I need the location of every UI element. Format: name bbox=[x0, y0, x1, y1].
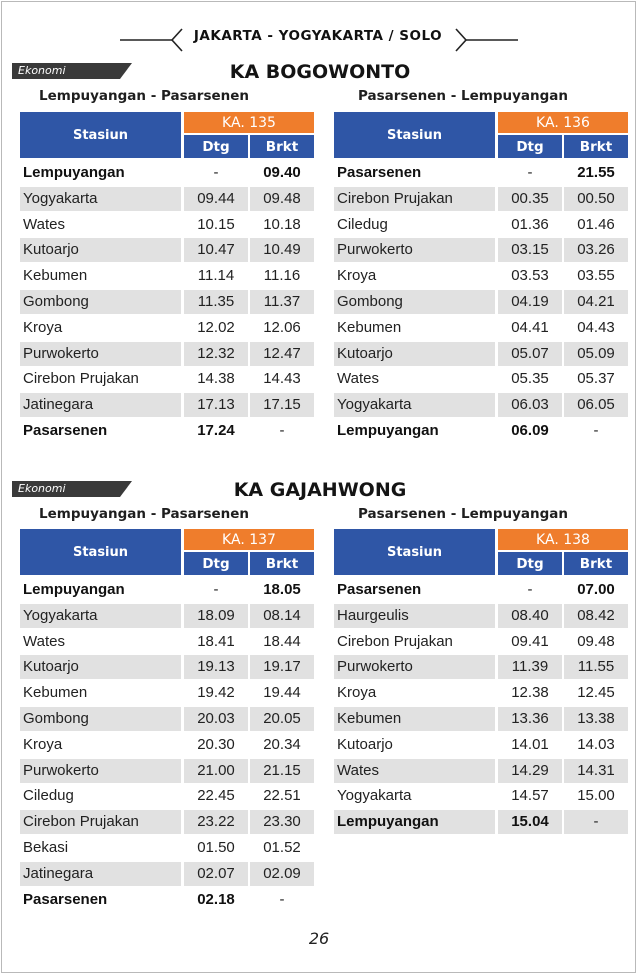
station-cell: Yogyakarta bbox=[337, 787, 412, 805]
direction-title: Lempuyangan - Pasarsenen bbox=[39, 88, 250, 104]
arrival-cell: 03.15 bbox=[498, 238, 562, 262]
departure-cell: 23.30 bbox=[250, 810, 314, 834]
station-cell: Cirebon Prujakan bbox=[334, 187, 495, 211]
departure-cell: 03.26 bbox=[564, 238, 628, 262]
station-cell: Bekasi bbox=[23, 838, 69, 856]
departure-cell: 15.00 bbox=[577, 787, 615, 805]
departure-cell: 14.43 bbox=[263, 370, 301, 388]
table-row bbox=[334, 603, 628, 629]
departure-cell: 11.37 bbox=[250, 290, 314, 314]
arrival-cell: 06.03 bbox=[498, 393, 562, 417]
departure-cell: 14.31 bbox=[564, 759, 628, 783]
station-cell: Pasarsenen bbox=[23, 890, 108, 908]
table-row bbox=[20, 577, 314, 603]
departure-cell: 02.09 bbox=[250, 862, 314, 886]
table-row bbox=[334, 341, 628, 367]
arrival-cell: 17.24 bbox=[197, 421, 235, 439]
arrival-cell: 09.44 bbox=[184, 187, 248, 211]
table-row bbox=[20, 680, 314, 706]
table-row bbox=[334, 315, 628, 341]
departure-cell: 09.48 bbox=[250, 187, 314, 211]
station-cell: Kutoarjo bbox=[334, 342, 495, 366]
train-name: KA GAJAHWONG bbox=[233, 479, 407, 501]
table-row bbox=[20, 654, 314, 680]
table-row bbox=[334, 160, 628, 186]
departure-cell: 05.09 bbox=[564, 342, 628, 366]
departure-cell: 08.14 bbox=[250, 604, 314, 628]
station-cell: Ciledug bbox=[337, 215, 388, 233]
table-row bbox=[334, 732, 628, 758]
station-cell: Kebumen bbox=[23, 267, 88, 285]
station-column-header: Stasiun bbox=[334, 112, 495, 158]
train-number-header: KA. 136 bbox=[498, 112, 628, 133]
route-title: JAKARTA - YOGYAKARTA / SOLO bbox=[193, 28, 443, 44]
station-cell: Lempuyangan bbox=[337, 421, 439, 439]
arrival-cell: 19.42 bbox=[197, 684, 235, 702]
table-row bbox=[20, 418, 314, 444]
table-row bbox=[334, 654, 628, 680]
station-cell: Kutoarjo bbox=[337, 735, 393, 753]
table-row bbox=[20, 289, 314, 315]
arrival-cell: 03.53 bbox=[511, 267, 549, 285]
table-row bbox=[334, 629, 628, 655]
station-cell: Wates bbox=[334, 759, 495, 783]
table-row bbox=[334, 366, 628, 392]
departure-cell: 20.05 bbox=[250, 707, 314, 731]
departure-cell: 01.46 bbox=[577, 215, 615, 233]
arrival-cell: - bbox=[527, 164, 533, 181]
departure-cell: 18.44 bbox=[263, 632, 301, 650]
departure-cell: 21.55 bbox=[577, 164, 615, 181]
table-row bbox=[20, 732, 314, 758]
station-cell: Yogyakarta bbox=[20, 604, 181, 628]
table-row bbox=[20, 341, 314, 367]
arrival-cell: 01.36 bbox=[511, 215, 549, 233]
departure-cell: 08.42 bbox=[564, 604, 628, 628]
table-row bbox=[334, 758, 628, 784]
departure-column-header: Brkt bbox=[564, 552, 628, 575]
station-cell: Cirebon Prujakan bbox=[23, 370, 139, 388]
departure-cell: 11.16 bbox=[263, 267, 301, 285]
table-row bbox=[20, 315, 314, 341]
table-row bbox=[20, 237, 314, 263]
departure-cell: - bbox=[564, 810, 628, 834]
departure-cell: 21.15 bbox=[250, 759, 314, 783]
departure-cell: 10.49 bbox=[250, 238, 314, 262]
station-column-header: Stasiun bbox=[20, 529, 181, 575]
table-row bbox=[20, 212, 314, 238]
station-cell: Jatinegara bbox=[20, 862, 181, 886]
arrival-cell: 23.22 bbox=[184, 810, 248, 834]
departure-cell: 17.15 bbox=[250, 393, 314, 417]
arrival-cell: 14.29 bbox=[498, 759, 562, 783]
table-header bbox=[334, 529, 628, 575]
departure-cell: 07.00 bbox=[577, 581, 615, 598]
station-cell: Cirebon Prujakan bbox=[337, 632, 453, 650]
table-row bbox=[20, 758, 314, 784]
departure-cell: 19.17 bbox=[250, 655, 314, 679]
station-cell: Wates bbox=[23, 632, 65, 650]
station-cell: Haurgeulis bbox=[334, 604, 495, 628]
departure-cell: 09.40 bbox=[263, 164, 301, 181]
table-row bbox=[334, 809, 628, 835]
table-row bbox=[334, 577, 628, 603]
arrival-cell: 21.00 bbox=[184, 759, 248, 783]
station-cell: Pasarsenen bbox=[337, 581, 422, 598]
table-body bbox=[20, 160, 314, 444]
departure-cell: 04.21 bbox=[564, 290, 628, 314]
table-row bbox=[334, 680, 628, 706]
table-row bbox=[20, 263, 314, 289]
departure-cell: 03.55 bbox=[577, 267, 615, 285]
arrival-cell: - bbox=[527, 581, 533, 598]
table-body bbox=[334, 160, 628, 444]
departure-cell: - bbox=[279, 421, 285, 439]
departure-cell: 22.51 bbox=[263, 787, 301, 805]
departure-cell: 11.55 bbox=[564, 655, 628, 679]
arrival-cell: 06.09 bbox=[511, 421, 549, 439]
departure-column-header: Brkt bbox=[250, 135, 314, 158]
station-cell: Purwokerto bbox=[334, 655, 495, 679]
departure-cell: 20.34 bbox=[263, 735, 301, 753]
train-number-header: KA. 137 bbox=[184, 529, 314, 550]
arrival-cell: 04.19 bbox=[498, 290, 562, 314]
arrival-cell: 20.30 bbox=[197, 735, 235, 753]
arrival-cell: 20.03 bbox=[184, 707, 248, 731]
arrival-cell: 12.32 bbox=[184, 342, 248, 366]
direction-title: Pasarsenen - Lempuyangan bbox=[358, 88, 569, 104]
departure-cell: 13.38 bbox=[564, 707, 628, 731]
station-cell: Lempuyangan bbox=[334, 810, 495, 834]
station-column-header: Stasiun bbox=[334, 529, 495, 575]
table-row bbox=[334, 289, 628, 315]
table-row bbox=[20, 186, 314, 212]
departure-cell: - bbox=[279, 890, 285, 908]
table-header bbox=[20, 112, 314, 158]
table-row bbox=[20, 706, 314, 732]
arrival-cell: 12.38 bbox=[511, 684, 549, 702]
arrival-column-header: Dtg bbox=[184, 135, 248, 158]
direction-title: Pasarsenen - Lempuyangan bbox=[358, 506, 569, 522]
table-body bbox=[334, 577, 628, 835]
station-cell: Wates bbox=[23, 215, 65, 233]
departure-cell: 10.18 bbox=[263, 215, 301, 233]
station-cell: Ciledug bbox=[23, 787, 74, 805]
departure-cell: 04.43 bbox=[577, 318, 615, 336]
station-cell: Gombong bbox=[334, 290, 495, 314]
arrival-cell: 14.01 bbox=[511, 735, 549, 753]
arrival-cell: 01.50 bbox=[197, 838, 235, 856]
station-cell: Kebumen bbox=[337, 318, 402, 336]
arrival-cell: 18.09 bbox=[184, 604, 248, 628]
table-row bbox=[20, 629, 314, 655]
table-row bbox=[20, 392, 314, 418]
departure-cell: 12.45 bbox=[577, 684, 615, 702]
arrival-column-header: Dtg bbox=[498, 135, 562, 158]
arrival-cell: 11.14 bbox=[197, 267, 235, 285]
arrival-cell: 18.41 bbox=[197, 632, 235, 650]
arrival-column-header: Dtg bbox=[498, 552, 562, 575]
arrival-cell: 13.36 bbox=[498, 707, 562, 731]
station-cell: Kroya bbox=[337, 684, 377, 702]
table-header bbox=[20, 529, 314, 575]
class-label: Ekonomi AC bbox=[18, 64, 66, 93]
arrival-column-header: Dtg bbox=[184, 552, 248, 575]
departure-cell: 18.05 bbox=[263, 581, 301, 598]
train-name: KA BOGOWONTO bbox=[229, 61, 411, 83]
table-row bbox=[334, 186, 628, 212]
arrival-cell: 22.45 bbox=[197, 787, 235, 805]
station-cell: Kroya bbox=[337, 267, 377, 285]
arrival-cell: 14.57 bbox=[511, 787, 549, 805]
train-number-header: KA. 138 bbox=[498, 529, 628, 550]
departure-cell: 01.52 bbox=[263, 838, 301, 856]
arrival-cell: 11.39 bbox=[498, 655, 562, 679]
arrival-cell: 05.07 bbox=[498, 342, 562, 366]
table-row bbox=[20, 861, 314, 887]
arrival-cell: 10.15 bbox=[197, 215, 235, 233]
station-cell: Purwokerto bbox=[20, 342, 181, 366]
arrival-cell: 08.40 bbox=[498, 604, 562, 628]
table-row bbox=[334, 392, 628, 418]
station-cell: Wates bbox=[337, 370, 379, 388]
station-cell: Kebumen bbox=[23, 684, 88, 702]
arrival-cell: - bbox=[213, 581, 219, 598]
page-number: 26 bbox=[308, 929, 330, 948]
station-cell: Kroya bbox=[23, 735, 63, 753]
direction-title: Lempuyangan - Pasarsenen bbox=[39, 506, 250, 522]
station-cell: Yogyakarta bbox=[20, 187, 181, 211]
arrival-cell: 00.35 bbox=[498, 187, 562, 211]
departure-cell: 00.50 bbox=[564, 187, 628, 211]
table-header bbox=[334, 112, 628, 158]
departure-cell: 19.44 bbox=[263, 684, 301, 702]
route-header bbox=[0, 24, 638, 54]
arrival-cell: 02.07 bbox=[184, 862, 248, 886]
table-row bbox=[20, 887, 314, 913]
table-row bbox=[20, 603, 314, 629]
arrival-cell: 10.47 bbox=[184, 238, 248, 262]
departure-cell: 05.37 bbox=[577, 370, 615, 388]
table-row bbox=[20, 809, 314, 835]
departure-cell: 09.48 bbox=[577, 632, 615, 650]
arrival-cell: 05.35 bbox=[511, 370, 549, 388]
station-cell: Pasarsenen bbox=[337, 164, 422, 181]
arrival-cell: 19.13 bbox=[184, 655, 248, 679]
arrival-cell: 11.35 bbox=[184, 290, 248, 314]
table-row bbox=[20, 366, 314, 392]
station-cell: Gombong bbox=[20, 290, 181, 314]
arrival-cell: 15.04 bbox=[498, 810, 562, 834]
station-cell: Lempuyangan bbox=[23, 581, 125, 598]
class-label: Ekonomi AC bbox=[18, 482, 66, 511]
table-row bbox=[334, 263, 628, 289]
departure-cell: - bbox=[593, 421, 599, 439]
station-cell: Purwokerto bbox=[20, 759, 181, 783]
table-row bbox=[334, 706, 628, 732]
station-cell: Kroya bbox=[23, 318, 63, 336]
station-cell: Lempuyangan bbox=[23, 164, 125, 181]
arrival-cell: 04.41 bbox=[511, 318, 549, 336]
table-row bbox=[20, 783, 314, 809]
table-row bbox=[20, 160, 314, 186]
station-column-header: Stasiun bbox=[20, 112, 181, 158]
station-cell: Cirebon Prujakan bbox=[20, 810, 181, 834]
departure-cell: 06.05 bbox=[564, 393, 628, 417]
table-body bbox=[20, 577, 314, 912]
arrival-cell: 02.18 bbox=[197, 890, 235, 908]
station-cell: Jatinegara bbox=[20, 393, 181, 417]
station-cell: Kebumen bbox=[334, 707, 495, 731]
station-cell: Purwokerto bbox=[334, 238, 495, 262]
departure-cell: 12.06 bbox=[263, 318, 301, 336]
departure-cell: 12.47 bbox=[250, 342, 314, 366]
arrival-cell: 09.41 bbox=[511, 632, 549, 650]
arrival-cell: 12.02 bbox=[197, 318, 235, 336]
station-cell: Kutoarjo bbox=[20, 655, 181, 679]
arrival-cell: 14.38 bbox=[197, 370, 235, 388]
departure-column-header: Brkt bbox=[564, 135, 628, 158]
table-row bbox=[334, 783, 628, 809]
arrival-cell: - bbox=[213, 164, 219, 181]
departure-cell: 14.03 bbox=[577, 735, 615, 753]
table-row bbox=[334, 418, 628, 444]
train-number-header: KA. 135 bbox=[184, 112, 314, 133]
table-row bbox=[20, 835, 314, 861]
departure-column-header: Brkt bbox=[250, 552, 314, 575]
table-row bbox=[334, 212, 628, 238]
arrival-cell: 17.13 bbox=[184, 393, 248, 417]
station-cell: Gombong bbox=[20, 707, 181, 731]
station-cell: Kutoarjo bbox=[20, 238, 181, 262]
table-row bbox=[334, 237, 628, 263]
station-cell: Yogyakarta bbox=[334, 393, 495, 417]
station-cell: Pasarsenen bbox=[23, 421, 108, 439]
